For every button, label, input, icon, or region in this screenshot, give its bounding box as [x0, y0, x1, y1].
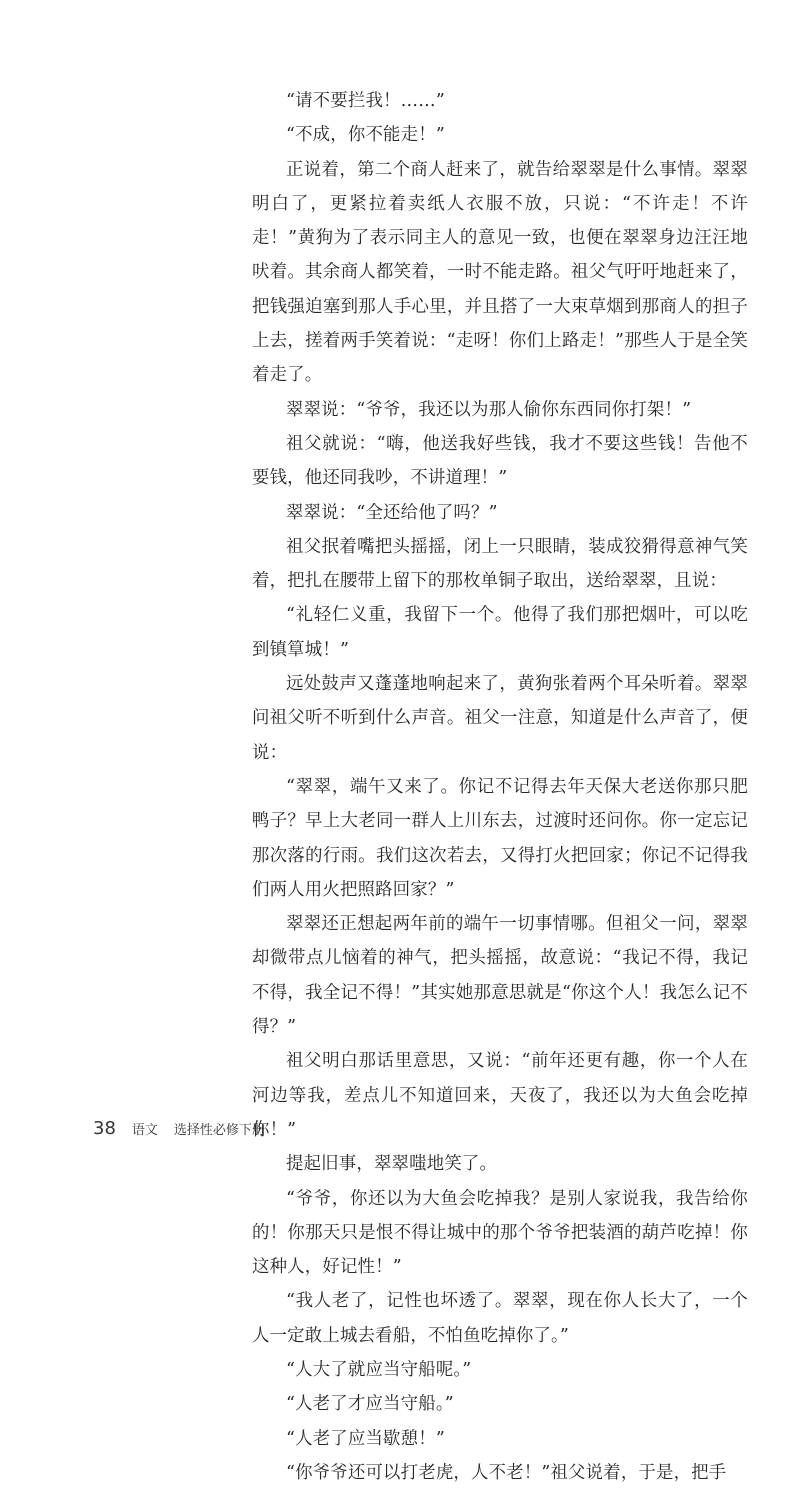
paragraph-6: 翠翠说：“全还给他了吗？” — [286, 502, 498, 523]
paragraph-5: 祖父就说：“嗨，他送我好些钱，我才不要这些钱！告他不要钱，他还同我吵，不讲道理！” — [252, 433, 748, 489]
paragraph-9: 远处鼓声又蓬蓬地响起来了，黄狗张着两个耳朵听着。翠翠问祖父听不听到什么声音。祖父一注意，知道是什么声音了，便说： — [252, 674, 748, 763]
paragraph-4: 翠翠说：“爷爷，我还以为那人偷你东西同你打架！” — [286, 399, 692, 420]
paragraph-1: “请不要拦我！……” — [286, 91, 445, 111]
paragraph-10: “翠翠，端午又来了。你记不记得去年天保大老送你那只肥鸭子？早上大老同一群人上川东去，过渡时还问你。你一定忘记那次落的行雨。我们这次若去，又得打火把回家；你记不记得我们两人用火把照路回家？” — [252, 776, 748, 900]
page-number: 38 — [93, 1118, 116, 1139]
paragraph-14: “爷爷，你还以为大鱼会吃掉我？是别人家说我，我告给你的！你那天只是恨不得让城中的那个爷爷把装酒的葫芦吃掉！你这种人，好记性！” — [252, 1188, 748, 1278]
book-title: 选择性必修下册 — [173, 1123, 265, 1138]
paragraph-19: “你爷爷还可以打老虎，人不老！”祖父说着，于是，把手 — [286, 1462, 727, 1483]
paragraph-15: “我人老了，记性也坏透了。翠翠，现在你人长大了，一个人一定敢上城去看船，不怕鱼吃掉你了。” — [252, 1291, 748, 1346]
paragraph-7: 祖父抿着嘴把头摇摇，闭上一只眼睛，装成狡猾得意神气笑着，把扎在腰带上留下的那枚单铜子取出，送给翠翠，且说： — [252, 536, 748, 592]
paragraph-2: “不成，你不能走！” — [286, 125, 445, 146]
story-text — [252, 84, 748, 1490]
paragraph-12: 祖父明白那话里意思，又说：“前年还更有趣，你一个人在河边等我，差点儿不知道回来，天夜了，我还以为大鱼会吃掉你！” — [252, 1051, 748, 1140]
paragraph-18: “人老了应当歇憩！” — [286, 1428, 445, 1449]
paragraph-17: “人老了才应当守船。” — [286, 1394, 454, 1415]
paragraph-11: 翠翠还正想起两年前的端午一切事情哪。但祖父一问，翠翠却微带点儿恼着的神气，把头摇摇，故意说：“我记不得，我记不得，我全记不得！”其实她那意思就是“你这个人！我怎么记不得？” — [252, 914, 748, 1038]
paragraph-16: “人大了就应当守船呢。” — [286, 1359, 472, 1380]
paragraph-8: “礼轻仁义重，我留下一个。他得了我们那把烟叶，可以吃到镇筸城！” — [252, 605, 748, 660]
subject-label: 语文 — [131, 1123, 158, 1138]
page-footer — [93, 1118, 265, 1139]
paragraph-13: 提起旧事，翠翠嗤地笑了。 — [286, 1154, 498, 1175]
paragraph-3: 正说着，第二个商人赶来了，就告给翠翠是什么事情。翠翠明白了，更紧拉着卖纸人衣服不放，只说：“不许走！不许走！”黄狗为了表示同主人的意见一致，也便在翠翠身边汪汪地吠着。其余商人都笑着，一时不能走路。祖父气吁吁地赶来了，把钱强迫塞到那人手心里，并且搭了一大束草烟到那商人的担子上去，搓着两手笑着说：“走呀！你们上路走！”那些人于是全笑着走了。 — [252, 159, 748, 386]
